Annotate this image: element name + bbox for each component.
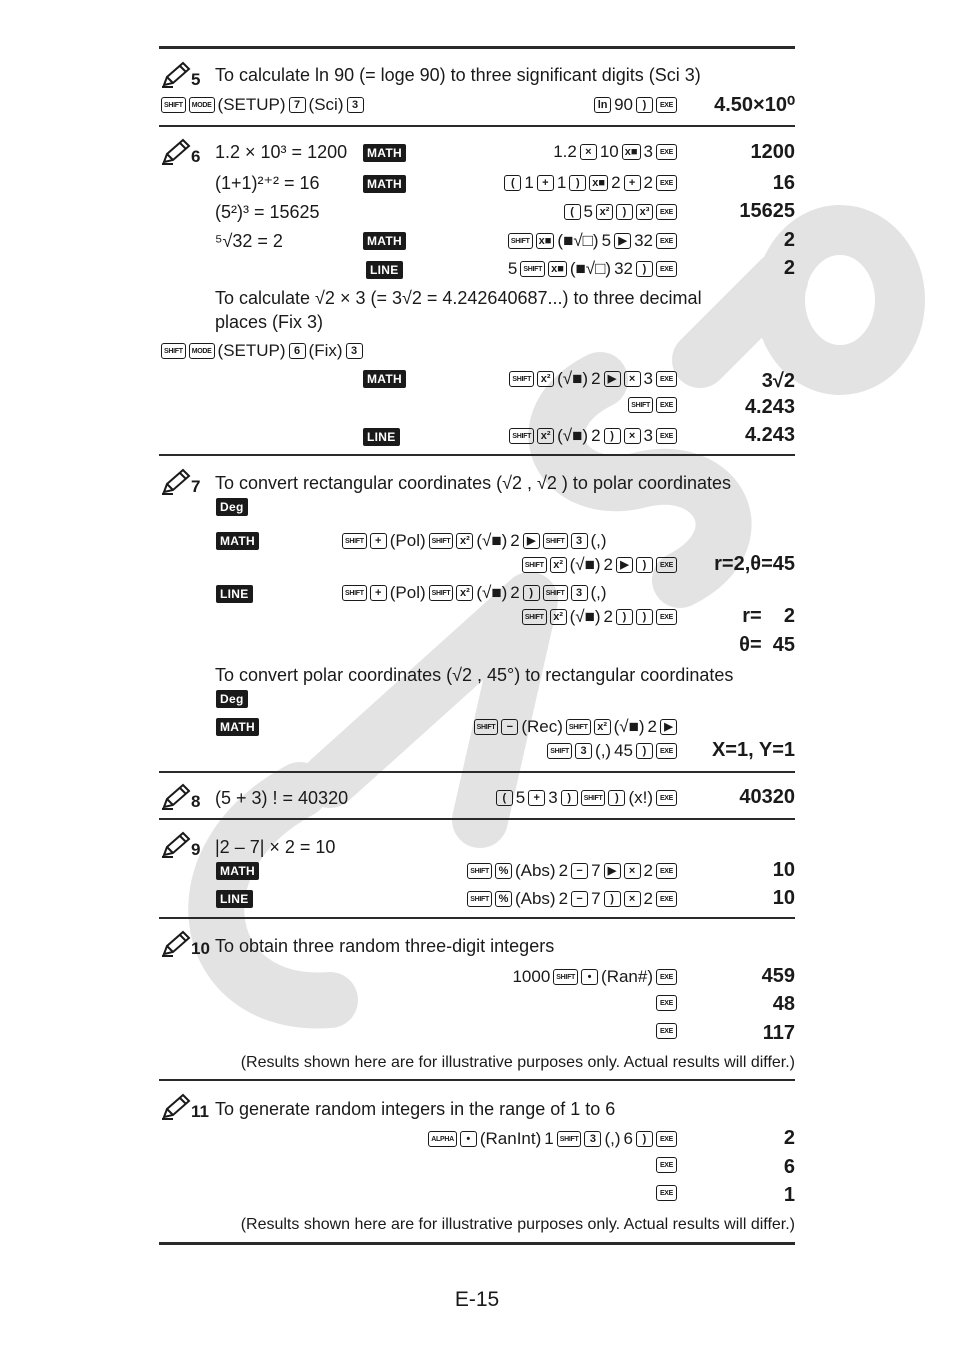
rparen-key-icon: ) [561, 790, 578, 806]
ex9-line-keys [467, 888, 677, 910]
ex9-line-result: 10 [772, 887, 795, 909]
key-value: 32 [634, 231, 653, 250]
ex10-result-3: 117 [762, 1022, 795, 1044]
lparen-key-icon: ( [564, 204, 581, 220]
divider-5-6 [159, 125, 795, 127]
key-value: 3 [643, 426, 653, 445]
dot-key-icon: • [581, 969, 598, 985]
key-value: (√■) [613, 717, 645, 736]
lparen-key-icon: ( [504, 175, 521, 191]
ex7-math-result: r=2,θ=45 [714, 553, 795, 575]
divider-9-10 [159, 917, 795, 919]
shift-key-icon: SHIFT [161, 97, 186, 113]
key-value: (,) [595, 741, 612, 760]
key-value: (Abs) [514, 889, 556, 908]
example-10-number: 10 [191, 939, 210, 958]
shift-key-icon: SHIFT [467, 891, 492, 907]
ex6-row8-keys [509, 425, 677, 447]
ex11-result-1: 2 [783, 1127, 795, 1149]
key-value: (√■) [569, 607, 601, 626]
example-5-description: To calculate ln 90 (= loge 90) to three significant digits (Sci 3) [215, 65, 701, 85]
key-value: (√■) [557, 426, 589, 445]
three-key-icon: 3 [584, 1131, 601, 1147]
power-key-icon: x■ [589, 175, 608, 191]
exe-key-icon: EXE [656, 743, 677, 759]
shift-key-icon: SHIFT [566, 719, 591, 735]
key-value: (■√□) [569, 259, 612, 278]
exe-key-icon: EXE [656, 863, 677, 879]
key-value: (,) [590, 531, 607, 550]
ex6-row5-result: 2 [783, 257, 795, 279]
key-value: 2 [643, 173, 653, 192]
exe-key-icon: EXE [656, 891, 677, 907]
ex6-row4-expression: ⁵√32 = 2 [215, 231, 283, 251]
setup-label: (SETUP) [217, 341, 286, 360]
rparen-key-icon: ) [604, 891, 621, 907]
ex6-row1-keys [553, 141, 677, 163]
key-value: 1 [556, 173, 567, 192]
key-value: 2 [510, 531, 520, 550]
right-arrow-key-icon: ▶ [616, 557, 633, 573]
plus-key-icon: + [624, 175, 641, 191]
ex6-row4-result: 2 [783, 229, 795, 251]
example-6-number: 6 [191, 147, 201, 166]
example-7-pencil-icon [161, 467, 200, 495]
ex6-row1-expression: 1.2 × 10³ = 1200 [215, 142, 348, 162]
ex11-note: (Results shown here are for illustrative purposes only. Actual results will differ.) [240, 1216, 795, 1233]
key-value: 1000 [512, 967, 551, 986]
square-key-icon: x² [537, 371, 554, 387]
ex6-row4-keys [508, 230, 677, 252]
line-mode-badge: LINE [216, 890, 253, 908]
key-value: (Abs) [514, 861, 556, 880]
exe-key-icon: EXE [656, 204, 677, 220]
ex6-row6-result: 3√2 [761, 370, 795, 392]
percent-key-icon: % [495, 863, 512, 879]
ex7-math-keys-2 [522, 554, 677, 576]
ex7-rec-keys-2 [547, 740, 677, 762]
divider-6-7 [159, 454, 795, 456]
divider-8-9 [159, 818, 795, 820]
plus-key-icon: + [370, 585, 387, 601]
fix-label: (Fix) [308, 341, 343, 360]
times-key-icon: × [624, 371, 641, 387]
key-value: 1 [524, 173, 534, 192]
example-10-pencil-icon [161, 929, 210, 957]
rparen-key-icon: ) [636, 97, 653, 113]
key-value: 1 [544, 1129, 554, 1148]
key-value: 5 [507, 259, 518, 278]
ex9-math-result: 10 [772, 859, 795, 881]
shift-key-icon: SHIFT [522, 609, 547, 625]
plus-key-icon: + [528, 790, 545, 806]
plus-key-icon: + [370, 533, 387, 549]
example-11-description: To generate random integers in the range of 1 to 6 [215, 1099, 616, 1119]
ex8-keys [496, 787, 677, 809]
power-key-icon: x■ [536, 233, 555, 249]
example-5-result: 4.50×10⁰ [714, 94, 795, 116]
deg-mode-badge: Deg [216, 498, 248, 516]
ex8-result: 40320 [739, 786, 795, 808]
ex10-exe-3 [656, 1023, 677, 1039]
ex6-row2-expression: (1+1)²⁺² = 16 [215, 173, 320, 193]
key-value: (√■) [557, 369, 589, 388]
ex7-description-2: To convert polar coordinates (√2 , 45°) to rectangular coordinates [215, 665, 734, 685]
square-key-icon: x² [456, 533, 473, 549]
ex9-math-keys [467, 860, 677, 882]
exe-key-icon: EXE [656, 609, 677, 625]
exe-key-icon: EXE [656, 428, 677, 444]
exe-key-icon: EXE [656, 175, 677, 191]
key-value: 2 [603, 555, 613, 574]
key-value: (,) [590, 583, 607, 602]
key-value: 1.2 [553, 142, 577, 161]
key-value: 5 [601, 231, 612, 250]
example-9-description: |2 – 7| × 2 = 10 [215, 837, 336, 857]
ex10-result-2: 48 [772, 993, 795, 1015]
key-value: 5 [515, 788, 526, 807]
ex6-row7-keys [628, 397, 677, 413]
mode-key-icon: MODE [189, 343, 215, 359]
example-11-number: 11 [191, 1102, 209, 1121]
rparen-key-icon: ) [616, 204, 633, 220]
three-key-icon: 3 [347, 97, 364, 113]
example-9-number: 9 [191, 840, 201, 859]
shift-key-icon: SHIFT [429, 533, 454, 549]
power-key-icon: x■ [548, 261, 567, 277]
ex10-note: (Results shown here are for illustrative purposes only. Actual results will differ.) [240, 1054, 795, 1071]
ex11-result-2: 6 [783, 1156, 795, 1178]
times-key-icon: × [624, 863, 641, 879]
three-key-icon: 3 [346, 343, 363, 359]
shift-key-icon: SHIFT [467, 863, 492, 879]
ln-key-icon: ln [594, 97, 611, 113]
math-mode-badge: MATH [363, 370, 406, 388]
ex11-exe-3 [656, 1185, 677, 1201]
mode-key-icon: MODE [189, 97, 215, 113]
right-arrow-key-icon: ▶ [604, 371, 621, 387]
square-key-icon: x² [596, 204, 613, 220]
key-value: 90 [614, 95, 633, 114]
shift-key-icon: SHIFT [509, 428, 534, 444]
key-value: (,) [604, 1129, 621, 1148]
key-value: 3 [643, 142, 653, 161]
key-value: (√■) [476, 583, 508, 602]
shift-key-icon: SHIFT [581, 790, 606, 806]
cube-key-icon: x³ [636, 204, 653, 220]
ex6-row3-keys [564, 201, 677, 223]
square-key-icon: x² [594, 719, 611, 735]
shift-key-icon: SHIFT [161, 343, 186, 359]
ex6-row1-result: 1200 [750, 141, 795, 163]
math-mode-badge: MATH [216, 718, 259, 736]
rparen-key-icon: ) [608, 790, 625, 806]
key-value: (√■) [569, 555, 601, 574]
exe-key-icon: EXE [656, 1023, 677, 1039]
key-value: 2 [603, 607, 613, 626]
example-9-pencil-icon [161, 830, 200, 858]
line-mode-badge: LINE [216, 585, 253, 603]
shift-key-icon: SHIFT [553, 969, 578, 985]
shift-key-icon: SHIFT [520, 261, 545, 277]
page-number: E-15 [454, 1288, 500, 1311]
divider-7-8 [159, 771, 795, 773]
rparen-key-icon: ) [636, 743, 653, 759]
key-value: 2 [647, 717, 657, 736]
right-arrow-key-icon: ▶ [604, 863, 621, 879]
ex11-exe-2 [656, 1157, 677, 1173]
example-10-description: To obtain three random three-digit integers [215, 936, 555, 956]
ex6-row8-result: 4.243 [744, 424, 795, 446]
setup-label: (SETUP) [217, 95, 286, 114]
key-value: 2 [591, 369, 601, 388]
top-rule [159, 46, 795, 49]
example-5-pencil-icon [161, 60, 200, 88]
minus-key-icon: − [571, 891, 588, 907]
key-value: 10 [599, 142, 619, 161]
square-key-icon: x² [550, 609, 567, 625]
ex7-rec-result: X=1, Y=1 [711, 739, 795, 761]
three-key-icon: 3 [571, 585, 588, 601]
ex6-row3-result: 15625 [739, 200, 795, 222]
line-mode-badge: LINE [363, 428, 400, 446]
shift-key-icon: SHIFT [543, 585, 568, 601]
shift-key-icon: SHIFT [342, 533, 367, 549]
rparen-key-icon: ) [616, 609, 633, 625]
ex10-exe-2 [656, 995, 677, 1011]
ex7-line-keys-2 [522, 606, 677, 628]
key-value: (√■) [476, 531, 508, 550]
example-8-number: 8 [191, 792, 201, 811]
exe-key-icon: EXE [656, 790, 677, 806]
ex6-row2-keys [504, 172, 677, 194]
right-arrow-key-icon: ▶ [523, 533, 540, 549]
square-key-icon: x² [456, 585, 473, 601]
ex6-description-2b: places (Fix 3) [215, 312, 324, 332]
ex10-keys [512, 966, 677, 988]
exe-key-icon: EXE [656, 261, 677, 277]
ex7-line-keys-1 [342, 582, 607, 604]
shift-key-icon: SHIFT [509, 371, 534, 387]
shift-key-icon: SHIFT [522, 557, 547, 573]
key-value: (■√□) [557, 231, 599, 250]
key-value: (Rec) [521, 717, 563, 736]
exe-key-icon: EXE [656, 233, 677, 249]
key-value: (RanInt) [479, 1129, 542, 1148]
exe-key-icon: EXE [656, 397, 677, 413]
sci-label: (Sci) [308, 95, 344, 114]
key-value: 45 [614, 741, 633, 760]
rparen-key-icon: ) [569, 175, 586, 191]
example-5-setup-keys [161, 94, 364, 116]
ex7-rec-keys-1 [474, 716, 677, 738]
times-key-icon: × [624, 428, 641, 444]
dot-key-icon: • [460, 1131, 477, 1147]
power-key-icon: x■ [622, 144, 641, 160]
minus-key-icon: − [501, 719, 518, 735]
ex11-result-3: 1 [783, 1184, 795, 1206]
seven-key-icon: 7 [289, 97, 306, 113]
rparen-key-icon: ) [636, 557, 653, 573]
key-value: 2 [591, 426, 601, 445]
key-value: 3 [643, 369, 653, 388]
key-value: 32 [614, 259, 633, 278]
ex7-line-result-2: θ= 45 [739, 634, 795, 656]
shift-key-icon: SHIFT [628, 397, 653, 413]
key-value: 2 [558, 889, 569, 908]
ex6-row7-result: 4.243 [744, 396, 795, 418]
rparen-key-icon: ) [636, 609, 653, 625]
minus-key-icon: − [571, 863, 588, 879]
rparen-key-icon: ) [636, 261, 653, 277]
shift-key-icon: SHIFT [547, 743, 572, 759]
math-mode-badge: MATH [216, 532, 259, 550]
ex6-description-2: To calculate √2 × 3 (= 3√2 = 4.242640687...) to three decimal [215, 288, 702, 308]
key-value: (Pol) [389, 583, 426, 602]
shift-key-icon: SHIFT [543, 533, 568, 549]
key-value: (x!) [628, 788, 653, 807]
plus-key-icon: + [537, 175, 554, 191]
three-key-icon: 3 [575, 743, 592, 759]
rparen-key-icon: ) [636, 1131, 653, 1147]
example-11-pencil-icon [161, 1092, 209, 1120]
math-mode-badge: MATH [363, 175, 406, 193]
shift-key-icon: SHIFT [557, 1131, 582, 1147]
example-6-setup-keys [161, 340, 363, 362]
example-6-pencil-icon [161, 137, 200, 165]
exe-key-icon: EXE [656, 97, 677, 113]
exe-key-icon: EXE [656, 557, 677, 573]
math-mode-badge: MATH [363, 232, 406, 250]
math-mode-badge: MATH [363, 144, 406, 162]
example-7-number: 7 [191, 477, 201, 496]
exe-key-icon: EXE [656, 969, 677, 985]
shift-key-icon: SHIFT [474, 719, 499, 735]
right-arrow-key-icon: ▶ [660, 719, 677, 735]
example-5-keys [594, 94, 677, 116]
example-8-pencil-icon [161, 782, 200, 810]
key-value: 3 [548, 788, 558, 807]
right-arrow-key-icon: ▶ [614, 233, 631, 249]
shift-key-icon: SHIFT [342, 585, 367, 601]
rparen-key-icon: ) [523, 585, 540, 601]
deg-mode-badge: Deg [216, 690, 248, 708]
key-value: 5 [583, 202, 593, 221]
alpha-key-icon: ALPHA [428, 1131, 457, 1147]
key-value: 2 [611, 173, 621, 192]
shift-key-icon: SHIFT [429, 585, 454, 601]
key-value: 2 [558, 861, 569, 880]
times-key-icon: × [580, 144, 597, 160]
ex6-row2-result: 16 [772, 172, 795, 194]
percent-key-icon: % [495, 891, 512, 907]
bottom-rule [159, 1242, 795, 1245]
exe-key-icon: EXE [656, 1157, 677, 1173]
example-8-description: (5 + 3) ! = 40320 [215, 788, 349, 808]
key-value: 2 [510, 583, 520, 602]
square-key-icon: x² [537, 428, 554, 444]
times-key-icon: × [624, 891, 641, 907]
line-mode-badge: LINE [366, 261, 403, 279]
exe-key-icon: EXE [656, 144, 677, 160]
example-7-description: To convert rectangular coordinates (√2 , √2 ) to polar coordinates [215, 473, 732, 493]
ex6-row5-keys [508, 258, 677, 280]
key-value: (Ran#) [601, 967, 653, 986]
lparen-key-icon: ( [496, 790, 513, 806]
key-value: 7 [591, 861, 601, 880]
divider-10-11 [159, 1079, 795, 1081]
ex7-math-keys-1 [342, 530, 607, 552]
key-value: 6 [623, 1129, 633, 1148]
rparen-key-icon: ) [604, 428, 621, 444]
key-value: (Pol) [389, 531, 426, 550]
shift-key-icon: SHIFT [508, 233, 533, 249]
six-key-icon: 6 [289, 343, 306, 359]
ex10-result-1: 459 [761, 965, 795, 987]
example-5-number: 5 [191, 70, 201, 89]
exe-key-icon: EXE [656, 1185, 677, 1201]
exe-key-icon: EXE [656, 995, 677, 1011]
three-key-icon: 3 [571, 533, 588, 549]
ex6-row6-keys [509, 368, 677, 390]
key-value: 2 [643, 861, 653, 880]
key-value: 2 [643, 889, 653, 908]
math-mode-badge: MATH [216, 862, 259, 880]
exe-key-icon: EXE [656, 1131, 677, 1147]
ex7-line-result-1: r= 2 [742, 605, 795, 627]
ex6-row3-expression: (5²)³ = 15625 [215, 202, 320, 222]
ex11-keys [428, 1128, 677, 1150]
exe-key-icon: EXE [656, 371, 677, 387]
square-key-icon: x² [550, 557, 567, 573]
key-value: 7 [591, 889, 601, 908]
